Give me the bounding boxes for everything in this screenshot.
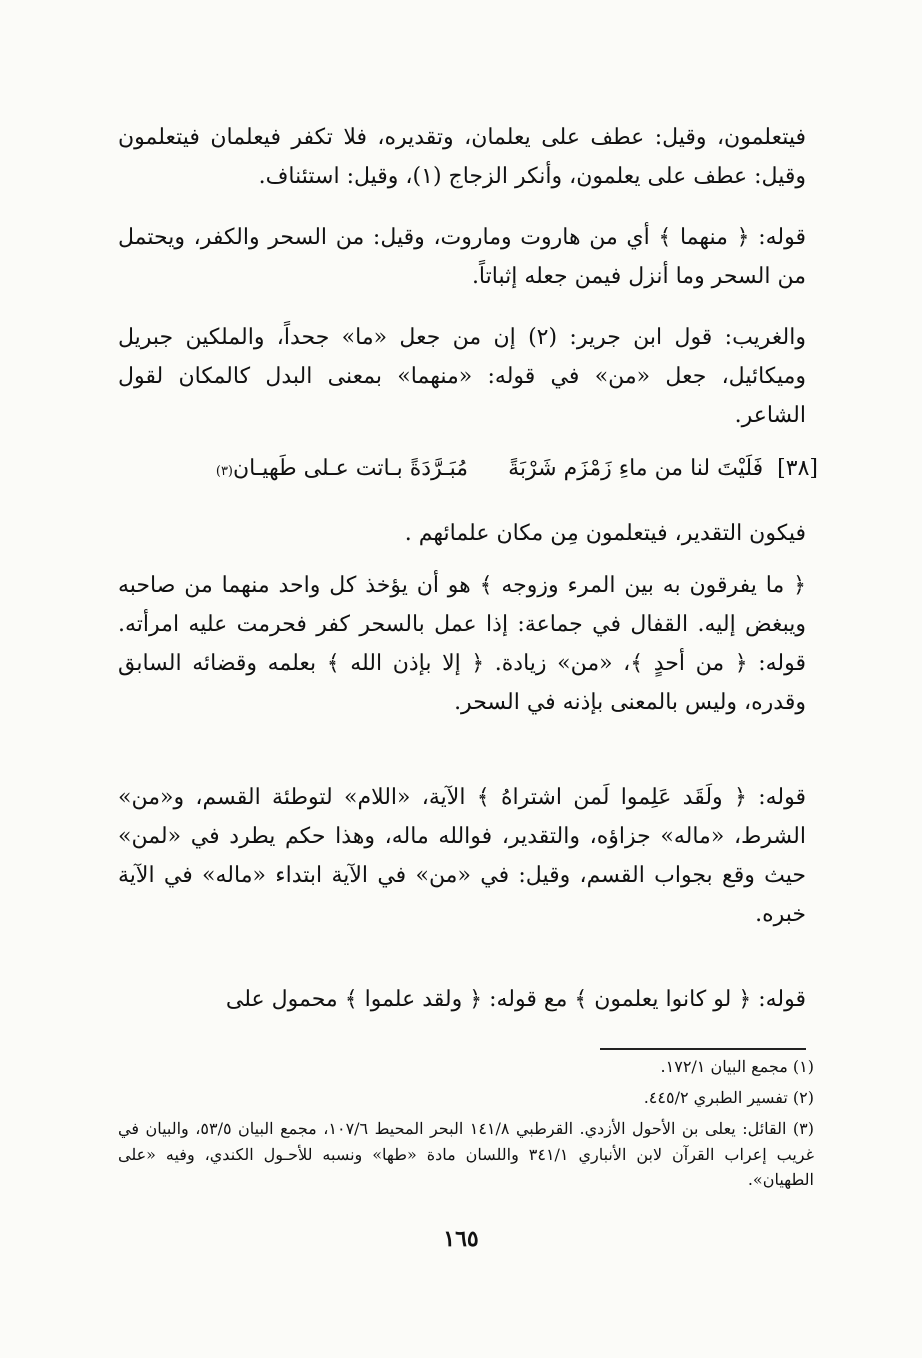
paragraph-text: قوله: ﴿ لو كانوا يعلمون ﴾ مع قوله: ﴿ ولقد علموا ﴾ محمول على	[225, 987, 806, 1012]
paragraph-text: قوله: ﴿ منهما ﴾ أي من هاروت وماروت، وقيل: من السحر والكفر، ويحتمل من السحر وما أنزل فيمن جعله إثباتاً.	[118, 225, 806, 290]
paragraph-text: فيتعلمون، وقيل: عطف على يعلمان، وتقديره، فلا تكفر فيعلمان فيتعلمون وقيل: عطف على يعلمون، وأنكر الزجاج (١)، وقيل: استئناف.	[118, 125, 806, 190]
paragraph	[118, 118, 806, 196]
footnote: (٣) القائل: يعلى بن الأحول الأزدي. القرطبي ١٤١/٨ البحر المحيط ١٠٧/٦، مجمع البيان ٥٣/٥، والبيان في غريب إعراب القرآن لابن الأنباري ٣٤١/١ واللسان مادة «طها» ونسبه للأحـول الكندي، وفيه «على الطهيان».	[118, 1119, 815, 1190]
footnote: (١) مجمع البيان ١٧٢/١.	[660, 1057, 814, 1076]
verse-hemistich-first: فَلَيْتَ لنا من ماءِ زَمْزَم شَرْبَةً	[508, 456, 764, 481]
paragraph-text: فيكون التقدير، فيتعلمون مِن مكان علمائهم .	[404, 521, 806, 546]
paragraph	[118, 566, 806, 723]
verse-hemistich-second: مُبَـرَّدَةً بـاتت عـلى طَهيـان	[233, 456, 469, 481]
paragraph	[118, 980, 806, 1019]
paragraph	[118, 514, 806, 553]
paragraph	[118, 778, 806, 935]
paragraph-text: والغريب: قول ابن جرير: (٢) إن من جعل «ما» جحداً، والملكين جبريل وميكائيل، جعل «من» في قوله: «منهما» بمعنى البدل كالمكان لقول الشاعر.	[118, 325, 806, 429]
verse-number: [٣٨]	[777, 456, 818, 481]
poetry-verse	[118, 456, 818, 481]
paragraph-text: قوله: ﴿ ولَقَد عَلِموا لَمن اشتراهُ ﴾ الآية، «اللام» لتوطئة القسم، و«من» الشرط، «ماله» جزاؤه، والتقدير، فوالله ماله، وهذا حكم يطرد في «لمن» حيث وقع بجواب القسم، وقيل: في «من» في الآية ابتداء «ماله» في الآية خبره.	[118, 785, 806, 928]
paragraph	[118, 218, 806, 296]
footnote: (٢) تفسير الطبري ٤٤٥/٢.	[643, 1088, 814, 1107]
paragraph	[118, 318, 806, 435]
footnote-separator	[600, 1048, 806, 1050]
paragraph-text: ﴿ ما يفرقون به بين المرء وزوجه ﴾ هو أن يؤخذ كل واحد منهما من صاحبه ويبغض إليه. القفال في جماعة: إذا عمل بالسحر كفر فحرمت عليه امرأته. قوله: ﴿ من أحدٍ ﴾، «من» زيادة. ﴿ إلا بإذن الله ﴾ بعلمه وقضائه السابق وقدره، وليس بالمعنى بإذنه في السحر.	[118, 573, 806, 716]
footnote-marker: (٣)	[215, 464, 233, 479]
page-number: ١٦٥	[443, 1226, 479, 1252]
